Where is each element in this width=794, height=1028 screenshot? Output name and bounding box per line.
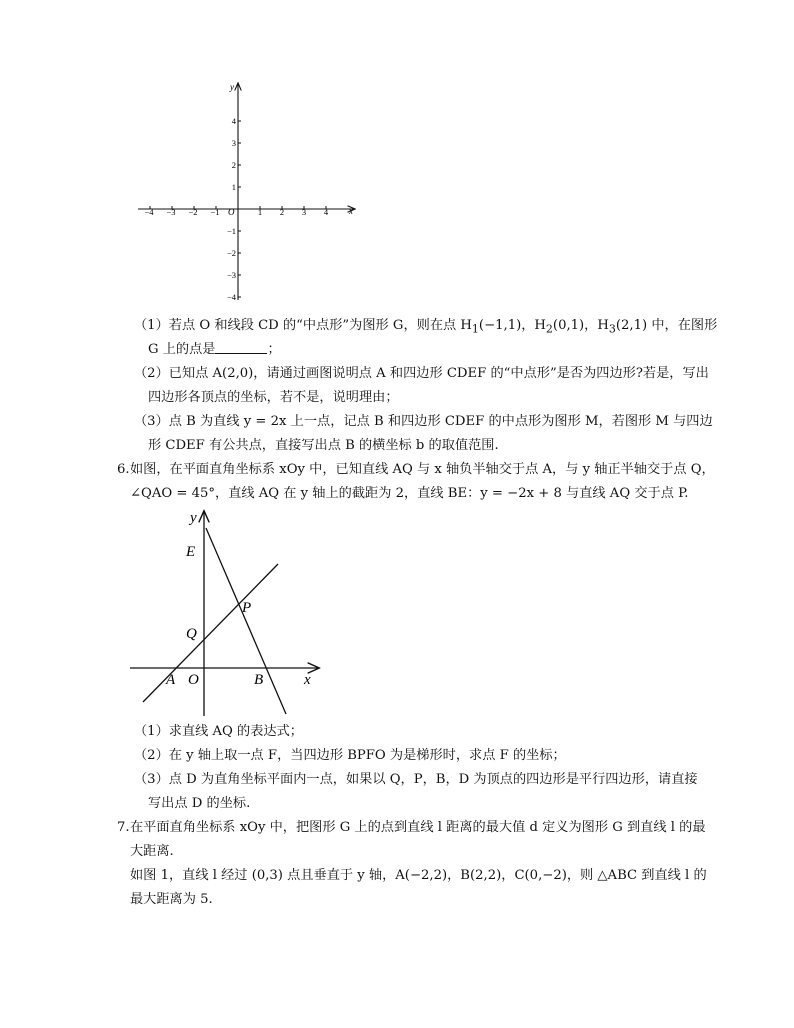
origin-label: O (228, 207, 235, 217)
q7-stem-line2: 大距离. (130, 844, 174, 859)
q5-part3-line2: 形 CDEF 有公共点，直接写出点 B 的横坐标 b 的取值范围. (148, 438, 499, 453)
q7-stem-line4: 最大距离为 5. (130, 892, 213, 907)
y-tick-label: −2 (226, 248, 236, 258)
q6-part3-line1: （3）点 D 为直角坐标平面内一点，如果以 Q，P，B，D 为顶点的四边形是平行四边形，请直接 (134, 772, 698, 787)
q6-part2: （2）在 y 轴上取一点 F，当四边形 BPFO 为是梯形时，求点 F 的坐标； (134, 748, 566, 763)
label-P: P (242, 600, 252, 616)
q5-part1-line1 (134, 316, 717, 340)
x-axis-label: x (349, 206, 353, 216)
label-Q: Q (186, 626, 197, 642)
q5-part1-end: ； (267, 342, 281, 357)
y-tick-label: 2 (231, 160, 236, 170)
q5-part1-text-d: (2,1) 中，在图形 (615, 318, 718, 333)
q5-part1-text-c: (0,1)，H (552, 318, 609, 333)
q7-number: 7. (117, 820, 130, 835)
x-tick-label: −4 (144, 207, 154, 217)
q6-stem-line2: ∠QAO = 45°，直线 AQ 在 y 轴上的截距为 2，直线 BE：y = −2x + 8 与直线 AQ 交于点 P. (130, 486, 689, 501)
q6-number: 6. (117, 462, 130, 477)
label-O: O (188, 672, 199, 688)
y-tick-label: −3 (226, 270, 236, 280)
y-tick-label: 4 (231, 116, 236, 126)
x-tick-label: −2 (188, 207, 198, 217)
label-A: A (166, 672, 176, 688)
q5-part1-line2 (148, 340, 281, 360)
figure-coordinate-axes (132, 78, 364, 304)
q6-part3-line2: 写出点 D 的坐标. (148, 796, 251, 811)
y-tick-label: 1 (231, 182, 236, 192)
label-y: y (190, 510, 197, 526)
q5-part2-line1: （2）已知点 A(2,0)，请通过画图说明点 A 和四边形 CDEF 的“中点形”是否为四边形?若是，写出 (134, 366, 709, 381)
x-tick-label: 4 (323, 207, 329, 217)
q5-part3-line1: （3）点 B 为直线 y = 2x 上一点，记点 B 和四边形 CDEF 的中点形为图形 M，若图形 M 与四边 (134, 414, 713, 429)
x-tick-label: 3 (301, 207, 307, 217)
y-tick-label: −1 (226, 226, 236, 236)
x-tick-label: −1 (210, 207, 220, 217)
q5-part2-line2: 四边形各顶点的坐标，若不是，说明理由； (148, 390, 399, 405)
q5-part1-text-b: (−1,1)，H (478, 318, 546, 333)
q5-part1-answer-prompt: G 上的点是 (148, 342, 216, 357)
y-axis-label: y (230, 82, 234, 92)
x-tick-label: −3 (166, 207, 176, 217)
y-tick-label: 3 (231, 138, 236, 148)
label-E: E (186, 544, 196, 560)
label-B: B (254, 672, 264, 688)
q5-part1-text-a: （1）若点 O 和线段 CD 的“中点形”为图形 G，则在点 H (134, 318, 472, 333)
q7-stem-line3: 如图 1，直线 l 经过 (0,3) 点且垂直于 y 轴，A(−2,2)，B(2,2)，C(0,−2)，则 △ABC 到直线 l 的 (130, 868, 707, 883)
q6-part1: （1）求直线 AQ 的表达式； (134, 724, 303, 739)
q5-part1-sub3: 3 (608, 322, 616, 336)
q7-stem-line1: 在平面直角坐标系 xOy 中，把图形 G 上的点到直线 l 距离的最大值 d 定义为图形 G 到直线 l 的最 (130, 820, 706, 835)
answer-blank[interactable] (215, 340, 267, 354)
q5-part1-sub1: 1 (471, 322, 479, 336)
x-tick-label: 2 (279, 207, 285, 217)
label-x: x (304, 672, 311, 688)
q5-part1-sub2: 2 (545, 322, 553, 336)
figure-q6-lines (126, 506, 326, 718)
y-tick-label: −4 (226, 292, 236, 302)
line-BE (206, 528, 286, 714)
x-tick-label: 1 (257, 207, 263, 217)
q6-stem-line1: 如图，在平面直角坐标系 xOy 中，已知直线 AQ 与 x 轴负半轴交于点 A，与 y 轴正半轴交于点 Q， (130, 462, 715, 477)
